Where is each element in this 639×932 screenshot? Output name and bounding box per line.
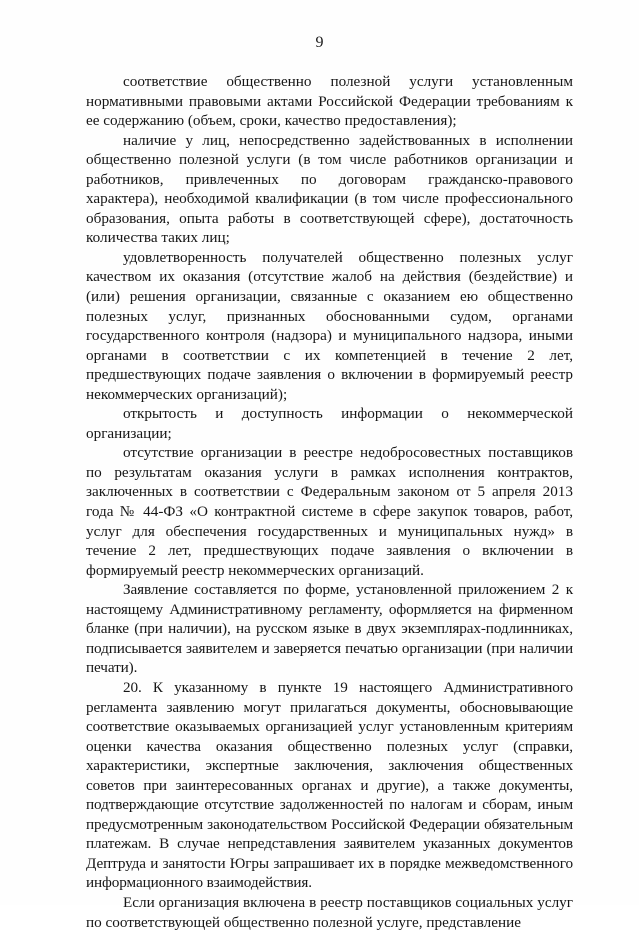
paragraph-application-form: Заявление составляется по форме, установленной приложением 2 к настоящему Административному регламенту, оформляется на фирменном бланке (при наличии), на русском языке в двух экземплярах-подлинниках, подписывается заявителем и заверяется печатью организации (при наличии печати). bbox=[86, 581, 573, 677]
paragraph-criterion-qualification: наличие у лиц, непосредственно задействованных в исполнении общественно полезной услуги (в том числе работников организации и работников, привлеченных по договорам гражданско-правового характера), необходимой квалификации (в том числе профессионального образования, опыта работы в соответствующей сфере), достаточность количества таких лиц; bbox=[86, 131, 573, 247]
paragraph-item-20: 20. К указанному в пункте 19 настоящего Административного регламента заявлению могут прилагаться документы, обосновывающие соответствие оказываемых организацией услуг установленным критериям оценки качества оказания общественно полезных услуг (справки, характеристики, экспертные заключения, заключения общественных советов при заинтересованных органах и другие), а также документы, подтверждающие отсутствие задолженностей по налогам и сборам, иным предусмотренным законодательством Российской Федерации обязательным платежам. В случае непредставления заявителем указанных документов Дептруда и занятости Югры запрашивает их в порядке межведомственного информационного взаимодействия. bbox=[86, 678, 573, 892]
page-number: 9 bbox=[315, 34, 324, 51]
document-body bbox=[86, 72, 573, 932]
paragraph-criterion-registry: отсутствие организации в реестре недобросовестных поставщиков по результатам оказания услуги в рамках исполнения контрактов, заключенных в соответствии с Федеральным законом от 5 апреля 2013 года № 44-ФЗ «О контрактной системе в сфере закупок товаров, работ, услуг для обеспечения государственных и муниципальных нужд» в течение 2 лет, предшествующих подаче заявления о включении в формируемый реестр некоммерческих организаций. bbox=[86, 444, 573, 579]
paragraph-criterion-compliance: соответствие общественно полезной услуги установленным нормативными правовыми актами Российской Федерации требованиям к ее содержанию (объем, сроки, качество предоставления); bbox=[86, 73, 573, 130]
paragraph-criterion-openness: открытость и доступность информации о некоммерческой организации; bbox=[86, 405, 573, 442]
paragraph-registry-inclusion: Если организация включена в реестр поставщиков социальных услуг по соответствующей общественно полезной услуге, представление bbox=[86, 893, 573, 931]
paragraph-criterion-satisfaction: удовлетворенность получателей общественно полезных услуг качеством их оказания (отсутствие жалоб на действия (бездействие) и (или) решения организации, связанные с оказанием ею общественно полезных услуг, признанных обоснованными судом, органами государственного контроля (надзора) и муниципального надзора, иными органами в соответствии с их компетенцией в течение 2 лет, предшествующих подаче заявления о включении в формируемый реестр некоммерческих организаций); bbox=[86, 248, 573, 403]
